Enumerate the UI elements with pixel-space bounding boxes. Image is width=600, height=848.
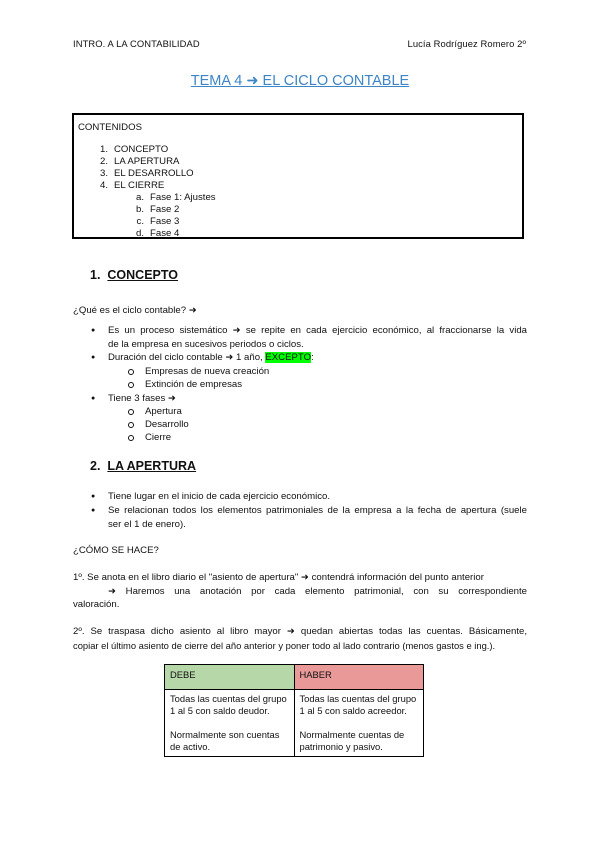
debe-cell <box>165 690 295 757</box>
apertura-bullet-1: Tiene lugar en el inicio de cada ejercicio económico. <box>108 491 331 502</box>
sub-bullet-circle <box>128 369 134 375</box>
concept-sub-item: Empresas de nueva creación <box>145 366 270 377</box>
bullet-dot: ● <box>91 507 96 514</box>
bullet-dot: ● <box>91 493 96 500</box>
concept-bullet-1-line-1: Es un proceso sistemático ➜ se repite en cada ejercicio económico, al fraccionarse la vida <box>108 325 527 336</box>
bullet-dot: ● <box>91 354 96 361</box>
haber-text-1: Todas las cuentas del grupo 1 al 5 con saldo acreedor. <box>299 693 417 716</box>
debe-header: DEBE <box>165 665 295 690</box>
toc-subitem: d. Fase 4 <box>135 228 180 239</box>
concept-question: ¿Qué es el ciclo contable? ➜ <box>73 305 197 316</box>
toc-item: 4. EL CIERRE <box>99 180 165 191</box>
phase-item: Apertura <box>145 406 182 417</box>
toc-subitem: b. Fase 2 <box>135 204 180 215</box>
toc-subitem: a. Fase 1: Ajustes <box>135 192 216 203</box>
step-2-line-1: 2º. Se traspasa dicho asiento al libro mayor ➜ quedan abiertas todas las cuentas. Básicamente, <box>73 626 527 637</box>
toc-item: 1. CONCEPTO <box>99 144 169 155</box>
toc-subitem: c. Fase 3 <box>136 216 180 227</box>
debe-text-2: Normalmente son cuentas de activo. <box>170 729 280 752</box>
contents-heading: CONTENIDOS <box>78 122 142 133</box>
debe-text-1: Todas las cuentas del grupo 1 al 5 con saldo deudor. <box>170 693 287 716</box>
sub-bullet-circle <box>128 422 134 428</box>
step-1-line-1: 1º. Se anota en el libro diario el "asiento de apertura" ➜ contendrá información del punto anterior <box>73 572 484 583</box>
bullet-dot: ● <box>91 395 96 402</box>
haber-header: HABER <box>294 665 424 690</box>
step-1-line-2: ➜ Haremos una anotación por cada elemento patrimonial, con su correspondiente <box>108 586 527 597</box>
header-right: Lucía Rodríguez Romero 2º <box>407 38 526 49</box>
phase-item: Desarrollo <box>145 419 189 430</box>
phase-item: Cierre <box>145 432 172 443</box>
bullet-dot: ● <box>91 327 96 334</box>
toc-item: 3. EL DESARROLLO <box>99 168 194 179</box>
haber-text-2: Normalmente cuentas de patrimonio y pasivo. <box>299 729 405 752</box>
step-2-line-2: copiar el último asiento de cierre del año anterior y poner todo al lado contrario (menos gastos e ing.). <box>73 640 496 651</box>
apertura-bullet-2-line-2: ser el 1 de enero). <box>108 519 186 530</box>
page-title: TEMA 4 ➜ EL CICLO CONTABLE <box>190 73 410 89</box>
how-heading: ¿CÓMO SE HACE? <box>73 545 159 556</box>
concept-sub-item: Extinción de empresas <box>145 379 243 390</box>
section-heading-concepto: 1. CONCEPTO <box>90 268 179 282</box>
apertura-bullet-2-line-1: Se relacionan todos los elementos patrimoniales de la empresa a la fecha de apertura (suele <box>108 505 527 516</box>
haber-cell <box>294 690 424 757</box>
sub-bullet-circle <box>128 382 134 388</box>
excepto-highlight: EXCEPTO <box>265 352 312 363</box>
contents-box <box>72 113 524 239</box>
debe-haber-table <box>164 664 424 757</box>
concept-bullet-1-line-2: de la empresa en sucesivos periodos o ciclos. <box>108 339 304 350</box>
toc-item: 2. LA APERTURA <box>99 156 180 167</box>
header-left: INTRO. A LA CONTABILIDAD <box>73 38 200 49</box>
sub-bullet-circle <box>128 409 134 415</box>
sub-bullet-circle <box>128 435 134 441</box>
concept-bullet-2: Duración del ciclo contable ➜ 1 año, EXCEPTO: <box>108 352 314 363</box>
section-heading-apertura: 2. LA APERTURA <box>90 459 197 473</box>
concept-bullet-3: Tiene 3 fases ➜ <box>108 393 176 404</box>
step-1-line-3: valoración. <box>73 599 120 610</box>
